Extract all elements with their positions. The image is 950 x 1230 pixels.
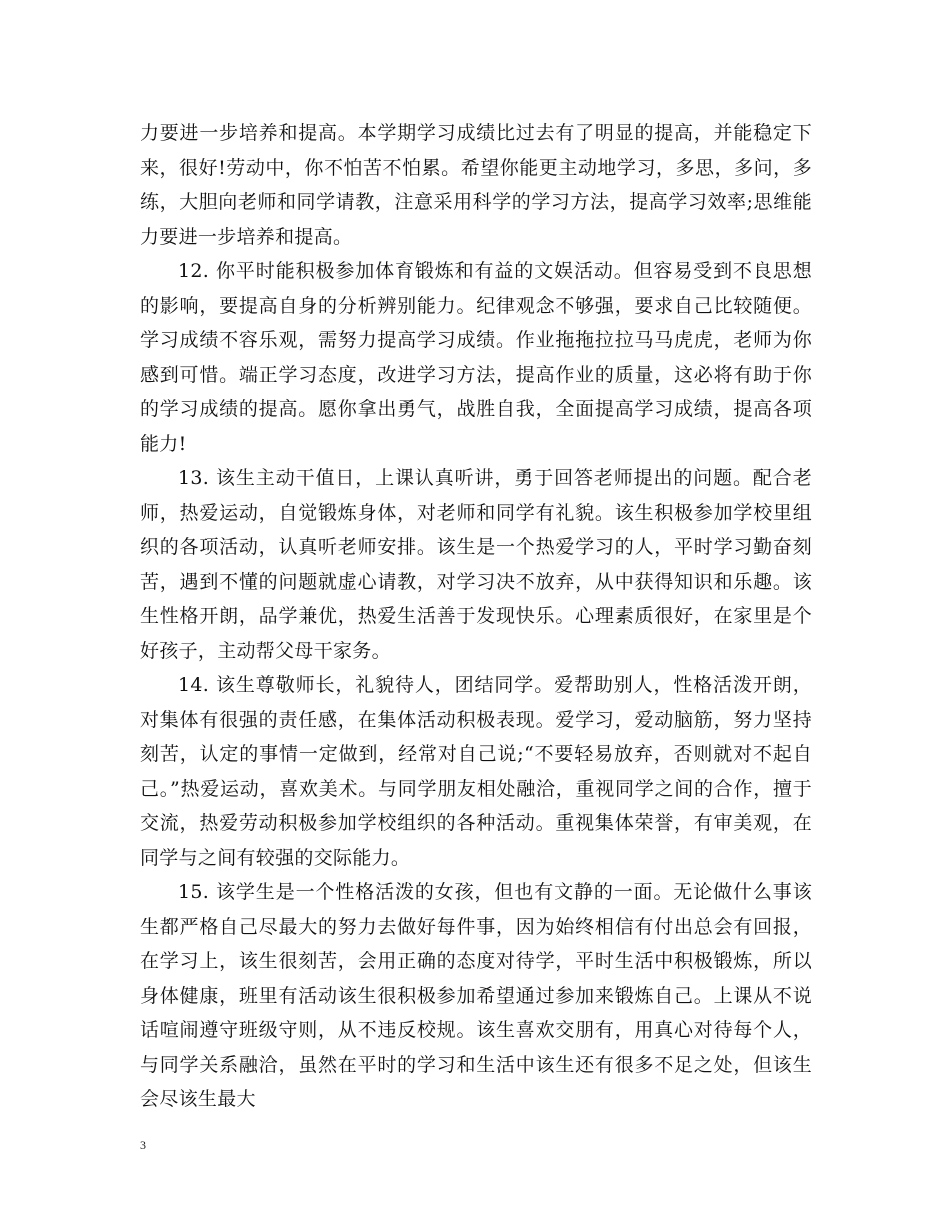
paragraph-item-15: 15. 该学生是一个性格活泼的女孩，但也有文静的一面。无论做什么事该生都严格自己尽最大的努力去做好每件事，因为始终相信有付出总会有回报，在学习上，该生很刻苦，会用正确的态度对待学，平时生活中积极锻炼，所以身体健康，班里有活动该生很积极参加希望通过参加来锻炼自己。上课从不说话喧闹遵守班级守则，从不违反校规。该生喜欢交朋有，用真心对待每个人，与同学关系融洽，虽然在平时的学习和生活中该生还有很多不足之处，但该生会尽该生最大 bbox=[140, 881, 812, 1110]
paragraph-item-14: 14. 该生尊敬师长，礼貌待人，团结同学。爱帮助别人，性格活泼开朗，对集体有很强的责任感，在集体活动积极表现。爱学习，爱动脑筋，努力坚持刻苦，认定的事情一定做到，经常对自己说;“不要轻易放弃，否则就对不起自己。”热爱运动，喜欢美术。与同学朋友相处融洽，重视同学之间的合作，擅于交流，热爱劳动积极参加学校组织的各种活动。重视集体荣誉，有审美观，在同学与之间有较强的交际能力。 bbox=[140, 674, 812, 869]
paragraph-continued: 力要进一步培养和提高。本学期学习成绩比过去有了明显的提高，并能稳定下来，很好!劳动中，你不怕苦不怕累。希望你能更主动地学习，多思，多问，多练，大胆向老师和同学请教，注意采用科学的学习方法，提高学习效率;思维能力要进一步培养和提高。 bbox=[140, 122, 812, 248]
paragraph-item-12: 12. 你平时能积极参加体育锻炼和有益的文娱活动。但容易受到不良思想的影响，要提高自身的分析辨别能力。纪律观念不够强，要求自己比较随便。学习成绩不容乐观，需努力提高学习成绩。作业拖拖拉拉马马虎虎，老师为你感到可惜。端正学习态度，改进学习方法，提高作业的质量，这必将有助于你的学习成绩的提高。愿你拿出勇气，战胜自我，全面提高学习成绩，提高各项能力! bbox=[140, 260, 812, 455]
page-number: 3 bbox=[140, 1138, 146, 1152]
paragraph-item-13: 13. 该生主动干值日，上课认真听讲，勇于回答老师提出的问题。配合老师，热爱运动，自觉锻炼身体，对老师和同学有礼貌。该生积极参加学校里组织的各项活动，认真听老师安排。该生是一个热爱学习的人，平时学习勤奋刻苦，遇到不懂的问题就虚心请教，对学习决不放弃，从中获得知识和乐趣。该生性格开朗，品学兼优，热爱生活善于发现快乐。心理素质很好，在家里是个好孩子，主动帮父母干家务。 bbox=[140, 467, 812, 662]
document-body bbox=[140, 116, 812, 1117]
